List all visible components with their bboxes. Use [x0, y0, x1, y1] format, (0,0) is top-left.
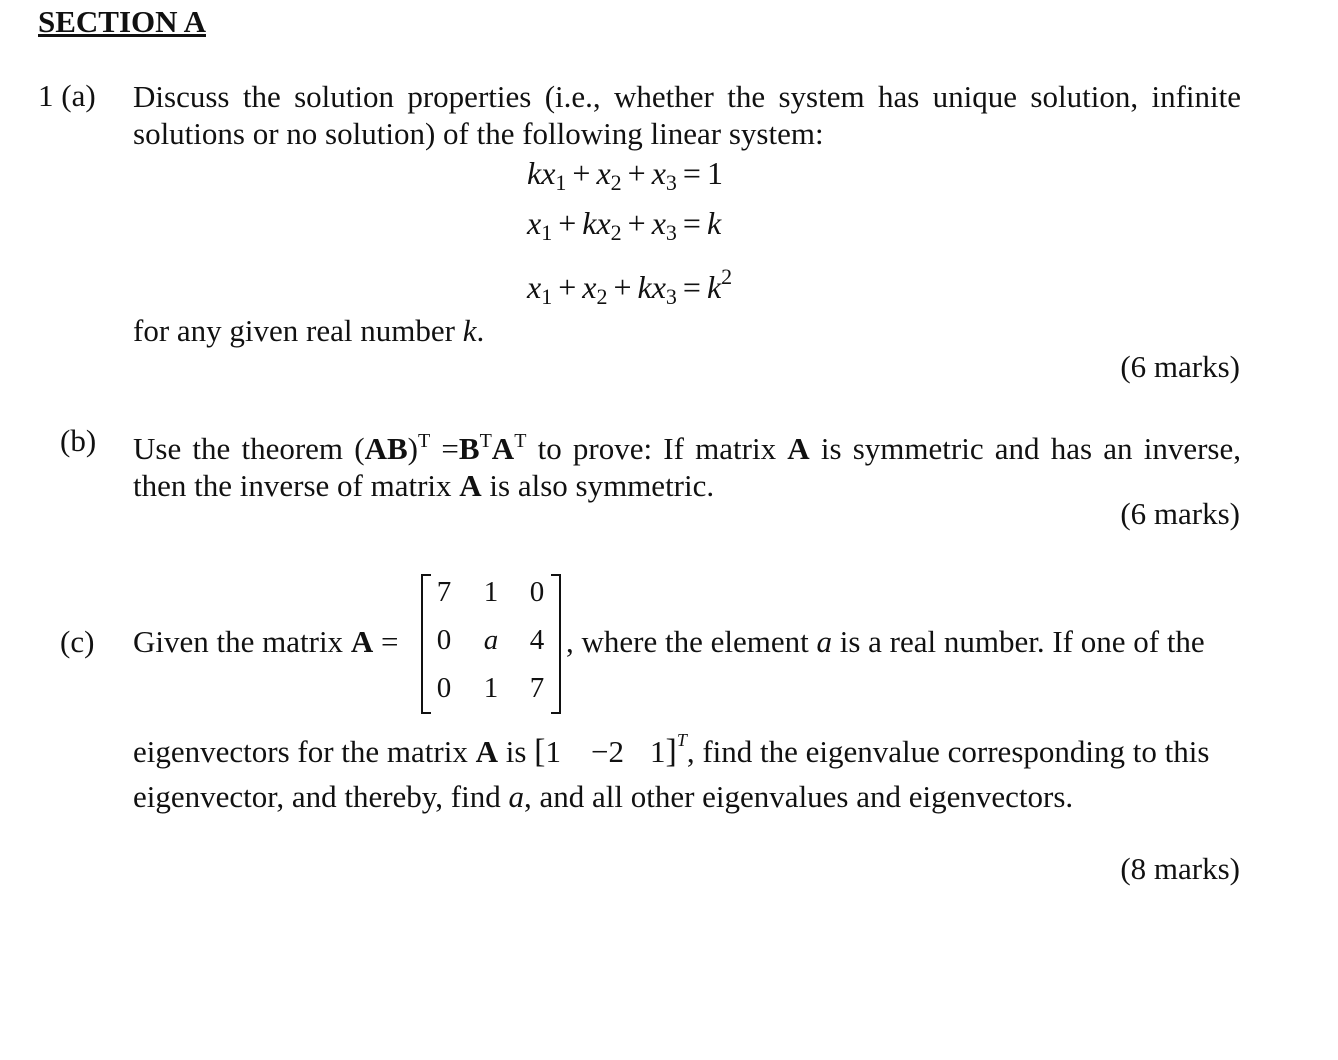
vector-entry-2: −2 [591, 734, 624, 769]
eq1-term2: x [596, 155, 611, 191]
q1b-line1 [133, 423, 1241, 467]
q1b-line2-post: is also symmetric. [481, 468, 715, 503]
eq1-term3: x [651, 155, 666, 191]
matrix-cell-r1c1: 7 [436, 576, 452, 608]
equation-2: $x_1 + kx_2 + x_3 = k$ [527, 205, 722, 245]
eq1-sub1: 1 [555, 170, 567, 195]
q1b-a2: A [787, 431, 810, 466]
q1c-pre: Given the matrix [133, 624, 351, 659]
question-1b-text [133, 423, 1241, 504]
q1a-line2: solutions or no solution) of the following linear system: [133, 116, 824, 151]
eq3-term1: x [527, 269, 542, 305]
eq3-term2: x [582, 269, 597, 305]
q1c-line3-post: , and all other eigenvalues and eigenvectors. [523, 779, 1074, 814]
q1b-line2 [133, 467, 1241, 504]
section-title: SECTION A [38, 4, 206, 39]
q1a-line1: Discuss the solution properties (i.e., whether the system has unique solution, infinite [133, 79, 1241, 114]
eq3-sub3: 3 [665, 284, 677, 309]
vector-transpose: T [676, 730, 687, 750]
question-label-1c: (c) [60, 624, 95, 659]
q1c-post-var: a [816, 624, 832, 659]
q1b-marks: (6 marks) [1120, 496, 1240, 531]
eq2-term1: x [527, 205, 542, 241]
q1b-p4: to prove: If matrix [526, 431, 788, 466]
question-1a-text [133, 78, 1241, 152]
matrix-cell-r3c1: 0 [436, 672, 452, 704]
q1a-tail-text: for any given real number [133, 313, 463, 348]
matrix-cell-r1c3: 0 [529, 576, 545, 608]
matrix-cell-r2c1: 0 [436, 624, 452, 656]
q1c-after-matrix [566, 624, 1205, 660]
q1c-a: A [350, 624, 374, 659]
q1c-line2-pre: eigenvectors for the matrix [133, 734, 476, 769]
q1c-post-post: is a real number. If one of the [831, 624, 1205, 659]
q1b-b: B [458, 431, 480, 466]
q1c-intro [133, 624, 398, 660]
question-label-1b: (b) [60, 423, 97, 458]
q1a-tail [133, 313, 484, 349]
q1b-a: A [491, 431, 515, 466]
eq3-term3: kx [637, 269, 666, 305]
q1b-p5: is symmetric and has an inverse, [809, 431, 1241, 466]
q1b-p1: Use the theorem ( [133, 431, 365, 466]
matrix-cell-r3c3: 7 [529, 672, 545, 704]
q1b-ab: AB [364, 431, 408, 466]
vector-left-bracket: [ [534, 733, 546, 770]
q1c-line3-pre: eigenvector, and thereby, find [133, 779, 509, 814]
matrix-a [421, 574, 561, 712]
matrix-cell-r3c2: 1 [483, 672, 499, 704]
vector-right-bracket: ] [665, 733, 677, 770]
eq3-sub1: 1 [541, 284, 553, 309]
matrix-right-bracket [551, 574, 561, 714]
q1b-t3: T [514, 430, 527, 452]
eq1-rhs: 1 [706, 155, 723, 191]
equation-3: $x_1 + x_2 + kx_3 = k^2$ [527, 264, 733, 309]
question-number-1a: 1 (a) [38, 78, 96, 113]
q1c-line2-post: , find the eigenvalue corresponding to this [686, 734, 1210, 769]
matrix-cell-r2c3: 4 [529, 624, 545, 656]
q1b-line2-pre: then the inverse of matrix [133, 468, 460, 503]
eq3-rhs: k [706, 269, 722, 305]
q1b-t2: T [479, 430, 492, 452]
q1b-p2: ) [407, 431, 418, 466]
eq2-sub1: 1 [541, 220, 553, 245]
eq1-sub2: 2 [610, 170, 622, 195]
q1a-tail-var: k [462, 313, 477, 348]
q1a-marks: (6 marks) [1120, 349, 1240, 384]
q1b-p3: = [430, 431, 459, 466]
q1b-t1: T [417, 430, 431, 452]
vector-entry-3: 1 [649, 734, 666, 769]
eq2-rhs: k [706, 205, 722, 241]
eq3-sub2: 2 [596, 284, 608, 309]
q1c-line2 [133, 730, 1209, 771]
equation-1: $kx_1 + x_2 + x_3 = 1$ [527, 155, 723, 195]
eq3-rhs-exponent: 2 [721, 264, 733, 289]
q1b-line2-a: A [459, 468, 482, 503]
q1c-marks: (8 marks) [1120, 851, 1240, 886]
matrix-cell-r1c2: 1 [483, 576, 499, 608]
q1c-line2-a: A [475, 734, 498, 769]
q1c-line2-is: is [497, 734, 535, 769]
q1c-line3 [133, 779, 1073, 815]
q1c-post-pre: , where the element [566, 624, 817, 659]
q1c-eq: = [373, 624, 399, 659]
eq2-sub3: 3 [665, 220, 677, 245]
eq2-term3: x [651, 205, 666, 241]
matrix-cell-r2c2: a [483, 624, 499, 656]
eq2-sub2: 2 [610, 220, 622, 245]
q1c-line3-var: a [508, 779, 524, 814]
eq2-term2: kx [582, 205, 611, 241]
vector-entry-1: 1 [545, 734, 561, 769]
eq1-term1: kx [527, 155, 556, 191]
q1a-tail-period: . [476, 313, 485, 348]
eq1-sub3: 3 [665, 170, 677, 195]
